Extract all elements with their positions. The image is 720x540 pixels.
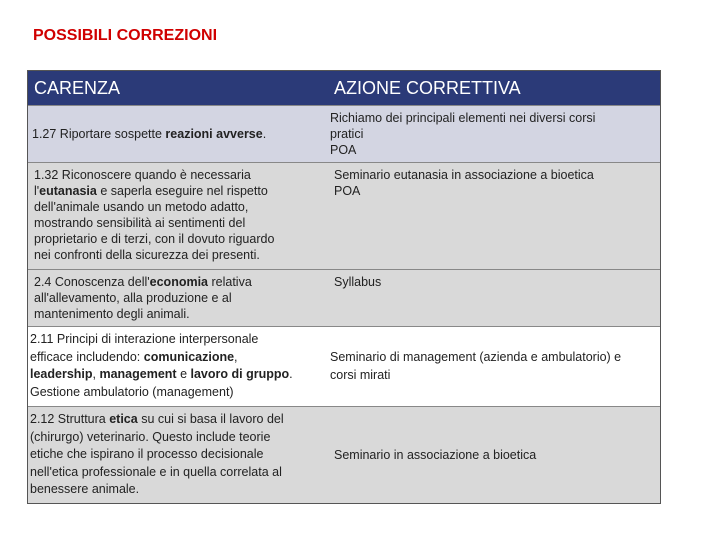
carenza-cell: 2.4 Conoscenza dell'economia relativa all'allevamento, alla produzione e al mantenimento degli animali. xyxy=(34,275,252,321)
azione-cell: Syllabus xyxy=(334,275,382,289)
table-row xyxy=(28,269,660,326)
table-row xyxy=(28,162,660,269)
azione-cell: Seminario eutanasia in associazione a bioetica POA xyxy=(334,168,594,198)
header-azione-correttiva: AZIONE CORRETTIVA xyxy=(334,78,521,98)
corrections-table xyxy=(27,70,661,504)
table-header xyxy=(28,71,660,105)
carenza-cell: 2.12 Struttura etica su cui si basa il lavoro del (chirurgo) veterinario. Questo include teorie etiche che ispirano il processo decisionale nell'etica professionale e in quella correlata al benessere animale. xyxy=(30,412,284,496)
carenza-cell: 2.11 Principi di interazione interpersonale efficace includendo: comunicazione, leadership, management e lavoro di gruppo. Gestione ambulatorio (management) xyxy=(30,332,293,399)
azione-cell: Richiamo dei principali elementi nei diversi corsi pratici POA xyxy=(330,111,596,157)
page-title: POSSIBILI CORREZIONI xyxy=(33,27,218,44)
table-row xyxy=(28,105,660,162)
table-row xyxy=(28,326,660,406)
carenza-cell: 1.32 Riconoscere quando è necessaria l'eutanasia e saperla eseguire nel rispetto dell'animale usando un metodo adatto, mostrando sensibilità ai sentimenti del proprietario e di terzi, con il dovuto riguardo nei confronti della sicurezza dei presenti. xyxy=(34,168,275,262)
table-row xyxy=(28,406,660,503)
carenza-cell: 1.27 Riportare sospette reazioni avverse. xyxy=(32,127,267,141)
azione-cell: Seminario di management (azienda e ambulatorio) e corsi mirati xyxy=(330,350,622,382)
azione-cell: Seminario in associazione a bioetica xyxy=(334,448,537,462)
header-carenza: CARENZA xyxy=(34,78,121,98)
